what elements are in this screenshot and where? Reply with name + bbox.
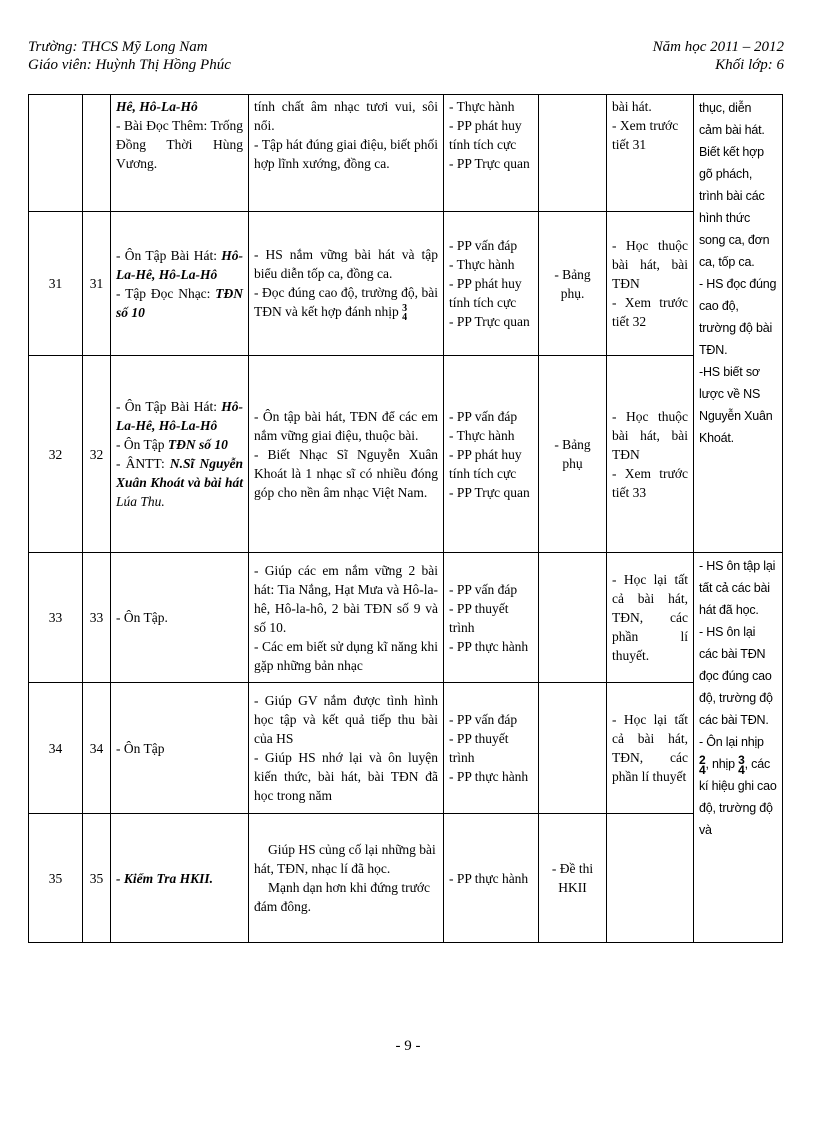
side-note: - Ôn lại nhịp: [699, 735, 764, 749]
content-label: - Ôn Tập Bài Hát:: [116, 399, 222, 414]
homework-cell: [607, 212, 694, 356]
lesson-cell: 33: [83, 553, 111, 683]
goal-line: - Giúp các em nắm vững 2 bài hát: Tia Nắng, Hạt Mưa và Hô-la-hê, Hô-la-hô, 2 bài TĐN số 9 và số 10.: [254, 562, 438, 635]
goal-line: tính chất âm nhạc tươi vui, sôi nổi.: [254, 99, 438, 133]
lesson-cell: 35: [83, 814, 111, 943]
ts-bottom: 4: [699, 762, 706, 777]
tools-cell: - Bảng phụ: [539, 356, 607, 553]
homework-cell: [607, 553, 694, 683]
method-item: - PP phát huy tính tích cực: [449, 118, 522, 152]
methods-cell: [444, 212, 539, 356]
homework-line: - Xem trước tiết 32: [612, 295, 688, 329]
method-item: - PP vấn đáp: [449, 408, 518, 424]
week-cell: 31: [29, 212, 83, 356]
method-item: - PP thuyết trình: [449, 731, 509, 765]
side-note: - HS đọc đúng cao độ, trường độ bài TĐN.: [699, 277, 777, 357]
goal-line: - Giúp GV nắm được tình hình học tập và kết quả tiếp thu bài của HS: [254, 693, 438, 746]
header-right: [653, 38, 784, 74]
side-notes-bottom: [694, 553, 783, 943]
goal-line: - HS nắm vững bài hát và tập biểu diễn tốp ca, đồng ca.: [254, 247, 438, 282]
content-cell: [111, 683, 249, 814]
homework-line: - Học thuộc bài hát, bài TĐN: [612, 238, 688, 291]
song-title: Hê, Hô-La-Hô: [116, 99, 198, 114]
goal-line: Giúp HS củng cố lại những bài hát, TĐN, nhạc lí đã học.: [254, 842, 436, 876]
method-item: - PP thuyết trình: [449, 600, 509, 635]
lesson-cell: [83, 95, 111, 212]
method-item: - PP Trực quan: [449, 314, 530, 329]
week-cell: [29, 95, 83, 212]
composer-title: N.Sĩ Nguyễn Xuân Khoát và bài hát: [116, 456, 243, 490]
school-name: Trường: THCS Mỹ Long Nam: [28, 39, 208, 55]
school-year: Năm học 2011 – 2012: [652, 39, 784, 55]
content-label: - Ôn Tập Bài Hát:: [116, 247, 222, 263]
homework-line: - Học lại tất cả bài hát, TĐN, các phần lí thuyết: [612, 712, 688, 784]
method-item: - PP vấn đáp: [449, 581, 518, 597]
homework-cell: [607, 683, 694, 814]
goals-cell: [249, 683, 444, 814]
goals-cell: [249, 212, 444, 356]
song-title: Hô-La-Hê, Hô-La-Hô: [116, 399, 243, 433]
tools-cell: [539, 553, 607, 683]
method-item: - PP Trực quan: [449, 156, 530, 171]
table-row: [29, 356, 783, 553]
goals-cell: [249, 356, 444, 553]
lesson-cell: 34: [83, 683, 111, 814]
method-item: - PP vấn đáp: [449, 712, 518, 727]
table-row: [29, 95, 783, 212]
method-item: - PP thực hành: [449, 870, 529, 886]
homework-cell: [607, 356, 694, 553]
tools-cell: - Đề thi HKII: [539, 814, 607, 943]
goal-line: Mạnh dạn hơn khi đứng trước đám đông.: [254, 880, 431, 914]
methods-cell: [444, 814, 539, 943]
ts-top: 3: [402, 302, 408, 314]
ts-bottom: 4: [738, 762, 745, 777]
method-item: - PP Trực quan: [449, 484, 530, 500]
homework-cell: [607, 814, 694, 943]
side-note: , các kí hiệu ghi cao độ, trường độ và: [699, 757, 777, 837]
side-note: , nhịp: [705, 757, 735, 771]
teacher-name: Giáo viên: Huỳnh Thị Hồng Phúc: [28, 57, 231, 73]
methods-cell: [444, 95, 539, 212]
table-row: [29, 814, 783, 943]
methods-cell: [444, 356, 539, 553]
methods-cell: [444, 683, 539, 814]
goals-cell: [249, 814, 444, 943]
lesson-plan-table: [28, 94, 783, 943]
content-line: - Ôn Tập: [116, 740, 165, 756]
side-note: Biết kết hợp gõ phách, trình bài các hình thức song ca, đơn ca, tốp ca.: [699, 145, 770, 269]
ts-top: 3: [738, 752, 745, 767]
goals-cell: [249, 95, 444, 212]
side-note: thục, diễn cảm bài hát.: [699, 101, 765, 137]
methods-cell: [444, 553, 539, 683]
goals-cell: [249, 553, 444, 683]
week-cell: 32: [29, 356, 83, 553]
lesson-cell: 31: [83, 212, 111, 356]
content-cell: [111, 212, 249, 356]
tdn-title: TĐN số 10: [116, 285, 243, 320]
song-title: Hô-La-Hê, Hô-La-Hô: [116, 247, 243, 282]
homework-line: - Học thuộc bài hát, bài TĐN: [612, 408, 688, 462]
table-row: [29, 683, 783, 814]
content-label: - Tập Đọc Nhạc:: [116, 285, 216, 301]
ts-bottom: 4: [402, 311, 408, 323]
grade-level: Khối lớp: 6: [715, 57, 784, 73]
page-number: - 9 -: [395, 1038, 421, 1054]
goal-line: - Ôn tập bài hát, TĐN để các em nắm vững giai điệu, thuộc bài.: [254, 408, 438, 443]
homework-line: bài hát.: [612, 99, 652, 114]
goal-line: - Giúp HS nhớ lại và ôn luyện kiến thức, bài hát, bài TĐN đã học trong năm: [254, 750, 438, 803]
homework-line: - Xem trước tiết 33: [612, 465, 688, 500]
method-item: - PP thực hành: [449, 769, 529, 784]
tools-cell: [539, 683, 607, 814]
homework-cell: [607, 95, 694, 212]
method-item: - Thực hành: [449, 99, 515, 114]
table-row: [29, 553, 783, 683]
tools-cell: [539, 95, 607, 212]
method-item: - Thực hành: [449, 257, 515, 272]
side-note: - HS ôn tập lại tất cả các bài hát đã học.: [699, 559, 776, 617]
week-cell: 34: [29, 683, 83, 814]
tools-cell: - Bảng phụ.: [539, 212, 607, 356]
homework-line: - Học lại tất cả bài hát, TĐN, các phần lí thuyết.: [612, 572, 688, 663]
content-label: - ÂNTT:: [116, 456, 170, 471]
week-cell: 33: [29, 553, 83, 683]
content-cell: [111, 553, 249, 683]
content-line: - Ôn Tập.: [116, 610, 168, 625]
week-cell: 35: [29, 814, 83, 943]
method-item: - PP vấn đáp: [449, 238, 518, 253]
goal-line: - Đọc đúng cao độ, trường độ, bài TĐN và kết hợp đánh nhịp: [254, 285, 438, 320]
header-left: [28, 38, 231, 74]
time-signature-3-4-icon: [402, 304, 407, 322]
content-cell: [111, 814, 249, 943]
song-name: Lúa Thu.: [116, 494, 165, 509]
side-notes-top: [694, 95, 783, 553]
goal-line: - Các em biết sử dụng kĩ năng khi gặp những bản nhạc: [254, 638, 438, 673]
content-cell: [111, 95, 249, 212]
goal-line: - Biết Nhạc Sĩ Nguyễn Xuân Khoát là 1 nhạc sĩ có nhiều đóng góp cho nền âm nhạc Việt Nam.: [254, 446, 438, 500]
lesson-cell: 32: [83, 356, 111, 553]
side-note: - HS ôn lại các bài TĐN đọc đúng cao độ, trường độ các bài TĐN.: [699, 625, 773, 727]
method-item: - Thực hành: [449, 427, 515, 443]
content-cell: [111, 356, 249, 553]
goal-line: - Tập hát đúng giai điệu, biết phối hợp lĩnh xướng, đồng ca.: [254, 137, 438, 171]
content-line: - Bài Đọc Thêm: Trống Đồng Thời Hùng Vương.: [116, 118, 243, 171]
content-label: - Ôn Tập: [116, 437, 168, 452]
table-row: [29, 212, 783, 356]
tdn-title: TĐN số 10: [167, 437, 228, 452]
method-item: - PP thực hành: [449, 638, 529, 654]
homework-line: - Xem trước tiết 31: [612, 118, 679, 152]
ts-top: 2: [699, 752, 706, 767]
method-item: - PP phát huy tính tích cực: [449, 276, 522, 310]
side-note: -HS biết sơ lược về NS Nguyễn Xuân Khoát.: [699, 365, 773, 445]
method-item: - PP phát huy tính tích cực: [449, 446, 522, 481]
exam-title: - Kiểm Tra HKII.: [116, 870, 214, 886]
